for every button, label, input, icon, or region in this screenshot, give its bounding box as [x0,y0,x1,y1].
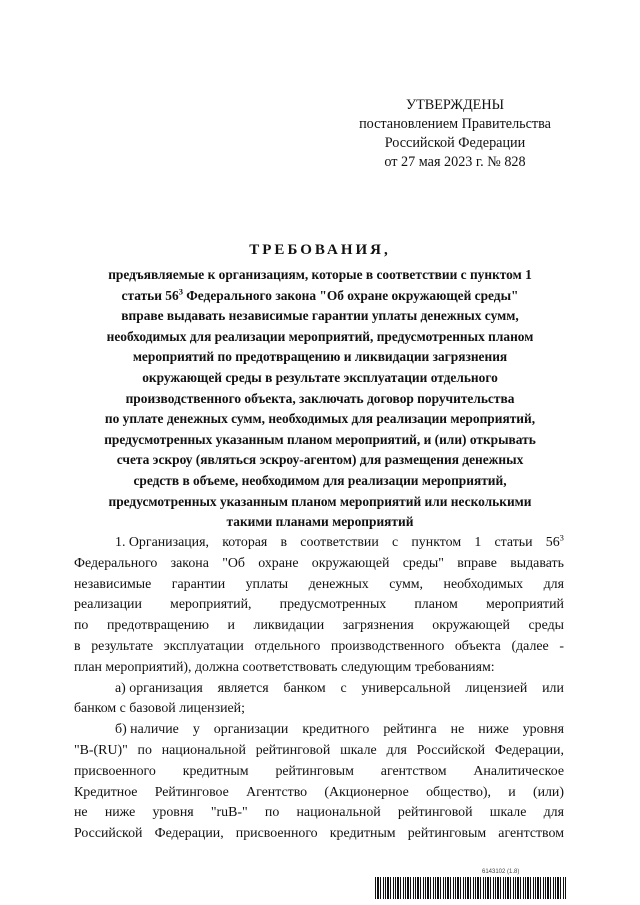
body-word: Агентство [246,784,308,800]
body-line: банком с базовой лицензией; [74,701,245,717]
body-text: $56^3$ [545,532,564,550]
body-word: статьи [494,535,533,550]
subtitle-line: средств в объеме, необходимом для реализации мероприятий, [133,472,507,488]
body-word: универсальной [361,680,451,696]
body-word: шкале [489,805,527,821]
document-code: 6143102 (1.8) [482,869,520,875]
subtitle-line: предусмотренных указанным планом мероприятий или несколькими [108,493,532,509]
body-word: планом [414,597,458,613]
body-word: вправе [457,555,497,571]
body-word: организации [213,722,289,738]
body-word: предотвращению [106,618,209,634]
body-word: гарантии [171,576,226,592]
body-word: ниже [478,722,509,738]
subtitle-line: предъявляемые к организациям, которые в соответствии с пунктом 1 [108,267,532,282]
body-word: для [543,805,564,821]
body-word: закона [170,555,209,571]
body-word: "B-(RU)" [74,742,128,758]
document-body [74,533,564,845]
body-line [74,741,564,762]
body-word: по [264,805,280,821]
body-word: и [227,618,235,634]
body-word: предусмотренных [279,597,387,613]
body-line [74,783,564,804]
body-word: сумм, [389,576,424,592]
body-word: (или) [532,784,564,800]
body-word: производственного [330,638,445,654]
body-word: рейтинговым [407,826,487,842]
body-word: в [74,638,81,654]
body-word: загрязнения [342,618,414,634]
body-word: Федерального [74,555,158,571]
body-word: или [542,680,564,696]
body-word: окружающей [432,618,510,634]
body-word: объекта [454,638,501,654]
body-word: Федерации, [154,826,224,842]
body-word: "Об [222,555,245,571]
body-word: которая [222,535,268,550]
body-word: уровня [152,805,194,821]
body-word: (далее [511,638,549,654]
subtitle-line [70,286,570,307]
body-word: ниже [104,805,136,821]
body-word: Российской [416,742,486,758]
subtitle-line: счета эскроу (являться эскроу-агентом) для размещения денежных [116,452,524,468]
body-word: - [559,638,564,654]
body-word: мероприятий [485,597,564,613]
body-word: независимые [74,576,152,592]
document-title: ТРЕБОВАНИЯ, [249,242,391,258]
subtitle-text: Федерального закона "Об охране окружающей среды" [182,287,519,303]
body-word: для [543,576,564,592]
body-word: присвоенного [235,826,318,842]
body-word: 1 [474,535,482,550]
body-word: агентством [498,826,564,842]
body-word: рейтинга [383,722,437,738]
body-word: общество), [426,784,492,800]
body-word: денежных [308,576,369,592]
body-word: Аналитическое [473,763,564,779]
superscript: 3 [178,286,183,297]
subtitle-line: предусмотренных указанным планом мероприятий, и (или) открывать [104,431,536,447]
body-word: кредитного [302,722,370,738]
body-word: с [392,535,399,550]
body-line [74,637,564,658]
body-word: реализации [74,597,142,613]
approval-stamp [345,96,565,172]
body-word: по [137,742,152,758]
body-word: Рейтинговое [154,784,229,800]
body-word: отдельного [254,638,321,654]
body-line [74,720,564,741]
body-word: лицензией [465,680,528,696]
body-word: Федерации, [494,742,564,758]
body-word: а) организация [115,680,203,696]
body-word: "ruB-" [210,805,248,821]
subtitle-text: статьи 56 [121,287,179,303]
body-word: для [386,742,407,758]
body-word: по [74,618,89,634]
document-subtitle [70,265,570,533]
body-word: рейтинговой [397,805,473,821]
subtitle-line: необходимых для реализации мероприятий, предусмотренных планом [106,328,534,344]
barcode [375,877,567,899]
body-line [74,554,564,575]
body-word: с [340,680,347,696]
body-word: шкале [340,742,377,758]
subtitle-line: такими планами мероприятий [226,514,414,530]
body-word: не [450,722,465,738]
body-line [74,824,564,845]
body-line [74,533,564,554]
body-word: рейтинговой [255,742,331,758]
body-word: национальной [296,805,381,821]
subtitle-line: мероприятий по предотвращению и ликвидации загрязнения [132,349,508,365]
body-word: кредитным [182,763,249,779]
body-word: окружающей [311,555,390,571]
body-word: (Акционерное [324,784,409,800]
approval-line: УТВЕРЖДЕНЫ [406,97,504,113]
body-word: Российской [74,826,143,842]
subtitle-line: по уплате денежных сумм, необходимых для реализации мероприятий, [104,411,536,427]
body-word: 1. Организация, [115,535,209,550]
body-word: является [217,680,269,696]
body-line [74,803,564,824]
body-line [74,616,564,637]
body-word: Кредитное [74,784,138,800]
body-word: результате [91,638,154,654]
subtitle-line: окружающей среды в результате эксплуатации отдельного [142,369,498,385]
body-word: мероприятий, [170,597,252,613]
approval-line: Российской Федерации [384,135,526,151]
body-word: выдавать [510,555,564,571]
body-word: рейтинговым [275,763,354,779]
body-word: необходимых [443,576,524,592]
body-word: эксплуатации [163,638,244,654]
subtitle-line: производственного объекта, заключать договор поручительства [125,390,515,406]
body-word: национальной [161,742,246,758]
body-line: план мероприятий), должна соответствовать следующим требованиям: [74,659,495,675]
body-line [74,762,564,783]
approval-line: от 27 мая 2023 г. № 828 [384,154,526,170]
body-word: и [508,784,516,800]
superscript: 3 [559,532,564,543]
body-word: у [192,722,200,738]
body-word: охране [258,555,299,571]
body-word: пунктом [411,535,462,550]
body-line [74,595,564,616]
body-word: уровня [522,722,564,738]
body-word: соответствии [300,535,379,550]
body-word: среды [528,618,564,634]
body-line [74,679,564,700]
body-word: ликвидации [253,618,325,634]
body-word: агентством [380,763,447,779]
body-line [74,575,564,596]
body-word: кредитным [329,826,396,842]
body-word: не [74,805,88,821]
body-word: присвоенного [74,763,156,779]
body-word: уплаты [245,576,289,592]
body-word: среды" [402,555,444,571]
body-word: в [280,535,288,550]
body-word: б) наличие [115,722,179,738]
body-word: банком [283,680,326,696]
approval-line: постановлением Правительства [359,116,551,132]
subtitle-line: вправе выдавать независимые гарантии уплаты денежных сумм, [121,308,519,324]
